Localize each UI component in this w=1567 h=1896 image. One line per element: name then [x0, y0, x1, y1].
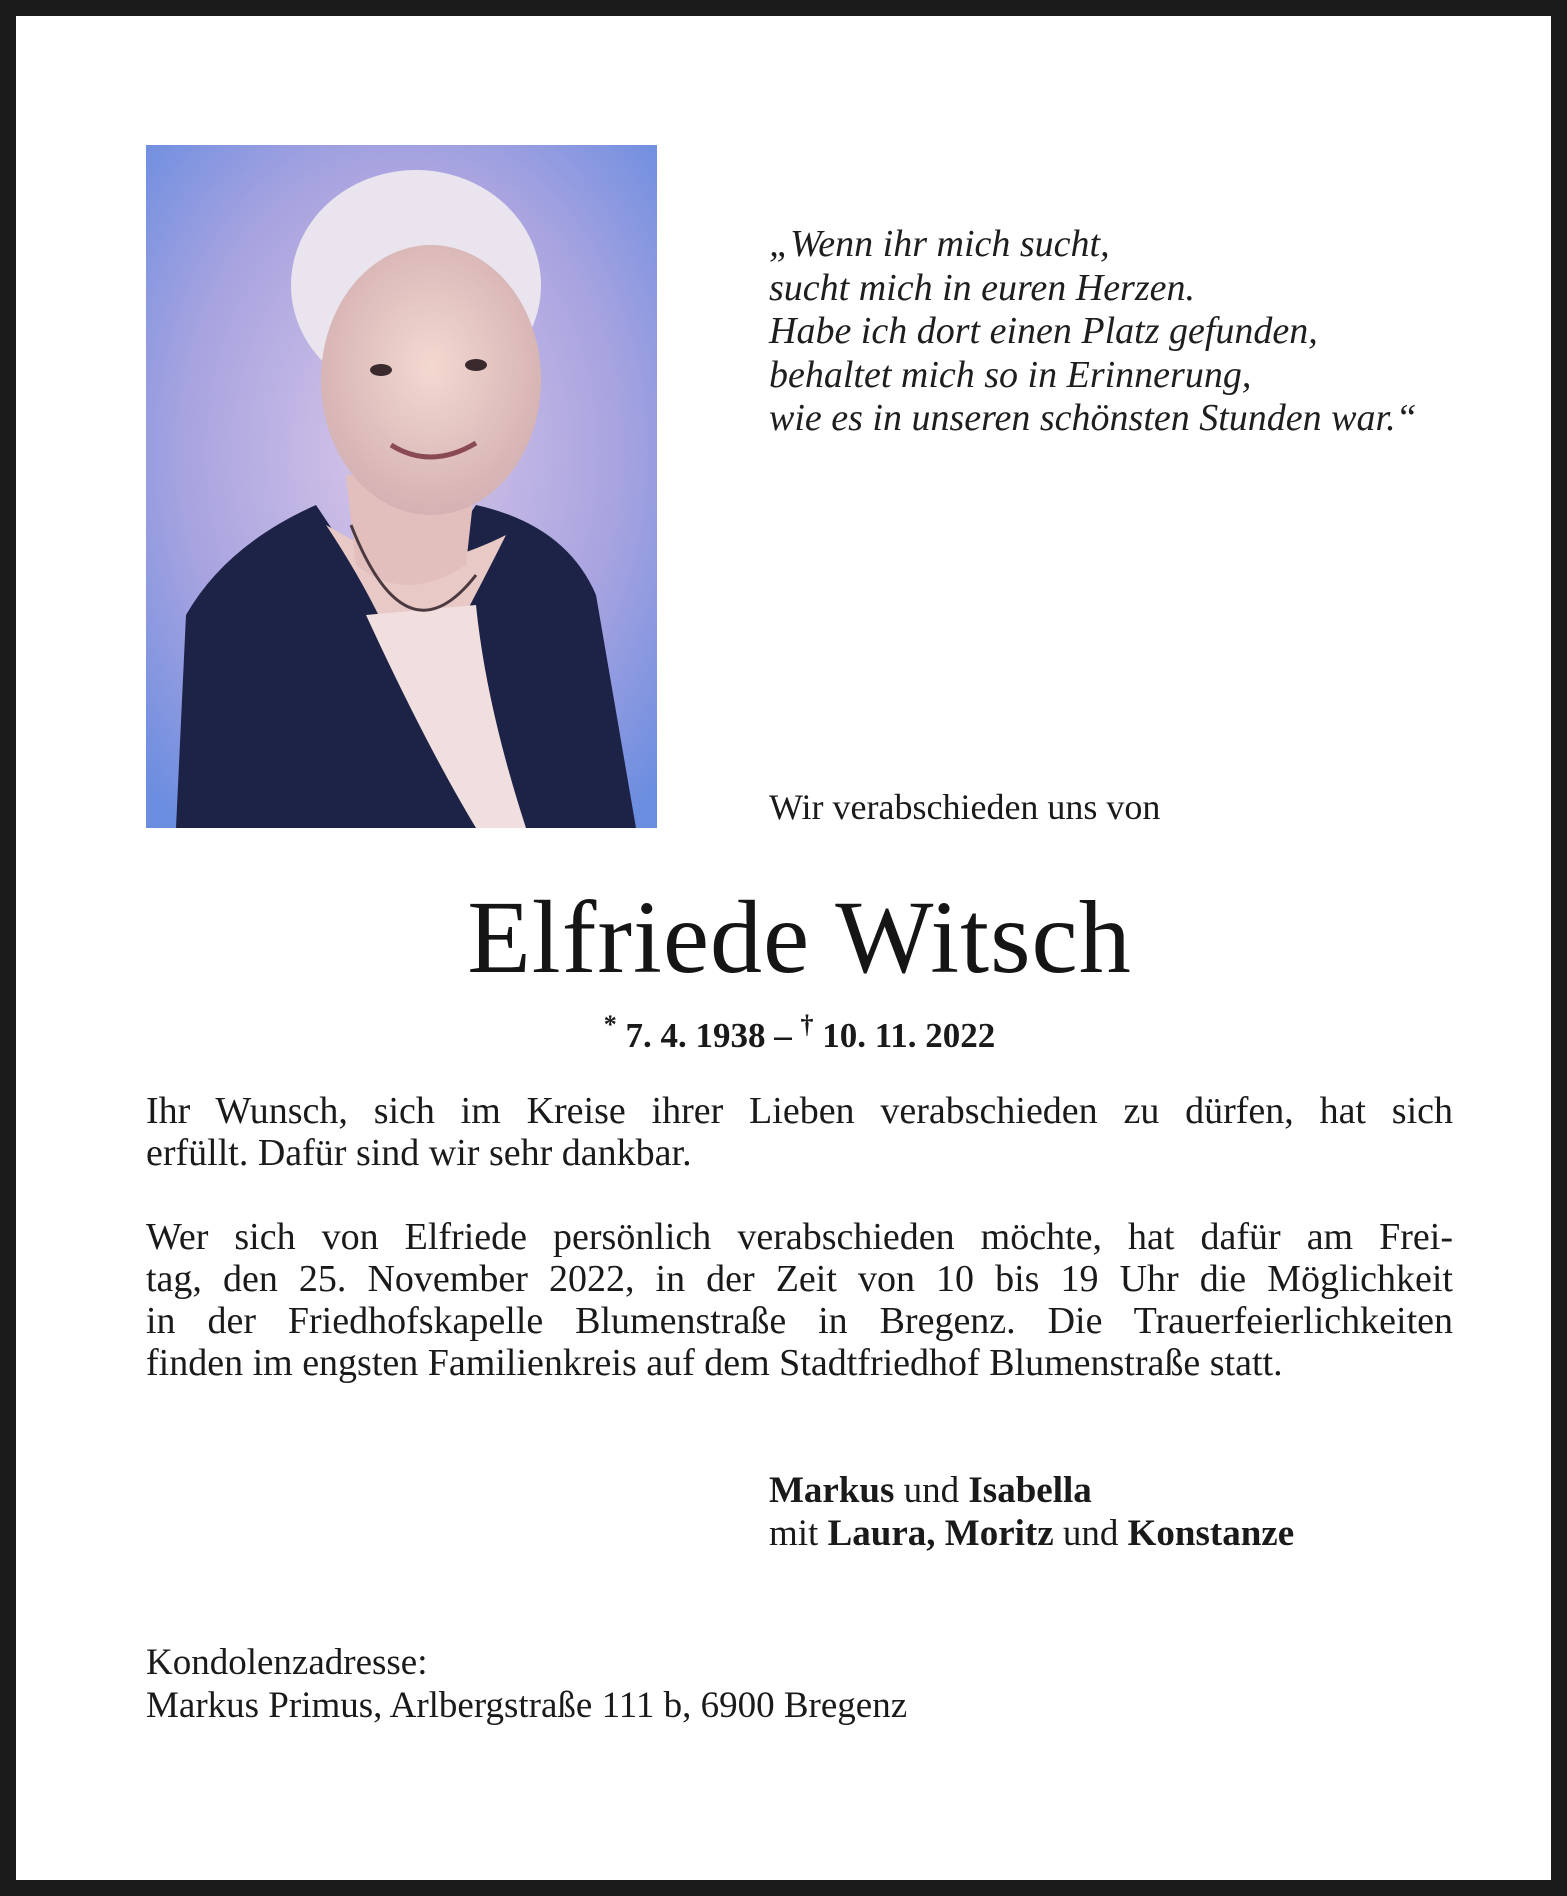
quote-line: Habe ich dort einen Platz gefunden,: [769, 310, 1318, 352]
farewell-text: Wir verabschieden uns von: [769, 787, 1161, 827]
date-separator: –: [774, 1016, 792, 1055]
paragraph-line: finden im engsten Familienkreis auf dem Stadtfriedhof Blumenstraße statt.: [146, 1342, 1283, 1384]
death-symbol: †: [800, 1010, 814, 1039]
family-line-1: [769, 1469, 1294, 1512]
portrait-photo: [146, 145, 657, 828]
paragraph-visitation: [146, 1216, 1453, 1384]
family-name: Markus: [769, 1470, 895, 1511]
address-label: Kondolenzadresse:: [146, 1642, 428, 1683]
family-names: Laura, Moritz: [827, 1513, 1054, 1554]
family-name: Isabella: [968, 1470, 1092, 1511]
death-date: 10. 11. 2022: [822, 1016, 996, 1055]
condolence-address: [146, 1641, 907, 1727]
quote-line: wie es in unseren schönsten Stunden war.“: [769, 397, 1417, 439]
birth-symbol: *: [603, 1010, 617, 1039]
life-dates: [16, 1010, 1567, 1056]
paragraph-line: Ihr Wunsch, sich im Kreise ihrer Lieben verabschieden zu dürfen, hat sich: [146, 1090, 1453, 1132]
paragraph-line: in der Friedhofskapelle Blumenstraße in Bregenz. Die Trauerfeierlichkeiten: [146, 1300, 1453, 1342]
paragraph-line: tag, den 25. November 2022, in der Zeit von 10 bis 19 Uhr die Möglichkeit: [146, 1258, 1453, 1300]
memorial-quote: [769, 223, 1417, 441]
portrait-illustration: [146, 145, 657, 828]
family-name: Konstanze: [1127, 1513, 1295, 1554]
quote-line: behaltet mich so in Erinnerung,: [769, 353, 1252, 396]
family-line-2: [769, 1512, 1294, 1555]
family-signature: [769, 1469, 1294, 1555]
paragraph-line: erfüllt. Dafür sind wir sehr dankbar.: [146, 1132, 692, 1174]
family-conjunction: und: [903, 1470, 960, 1511]
address-value: Markus Primus, Arlbergstraße 111 b, 6900 Bregenz: [146, 1685, 908, 1726]
birth-date: 7. 4. 1938: [625, 1016, 766, 1055]
paragraph-wish: [146, 1090, 1453, 1174]
family-conjunction: und: [1062, 1513, 1119, 1554]
deceased-name: Elfriede Witsch: [467, 880, 1132, 995]
family-prefix: mit: [769, 1513, 819, 1554]
quote-line: „Wenn ihr mich sucht,: [769, 223, 1110, 265]
quote-line: sucht mich in euren Herzen.: [769, 266, 1195, 309]
paragraph-line: Wer sich von Elfriede persönlich verabschieden möchte, hat dafür am Frei-: [146, 1216, 1453, 1258]
